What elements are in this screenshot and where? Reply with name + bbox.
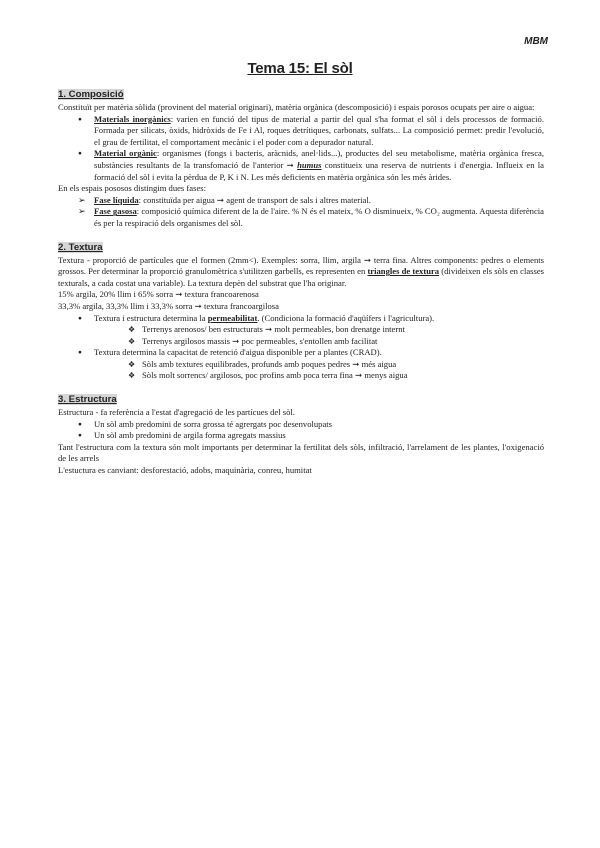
list-item-organic: ● Material orgànic: organismes (fongs i bacteris, aràcnids, anel·lids...), productes del seu metabolisme, matèria orgànica fresca, substàncies resultants de la transfomació de l'anterior ➞ humus constitueix una reserva de nutrients i d'energia. Influeix en la formació del sòl i evita la pèrdua de P, K i N. Les més deficients en matèria orgànica són les més àrides. — [58, 148, 544, 183]
term-texture-triangles: triangles de textura — [367, 266, 440, 277]
composicio-intro: Constituït per matèria sòlida (provinent del material originari), matèria orgànica (descomposició) i espais porosos ocupats per aire o aigua: — [58, 102, 535, 112]
texture-example-1: 15% argila, 20% llim i 65% sorra ➞ textura francoarenosa — [58, 289, 259, 300]
list-item-inorganic: ● Materials inorgànics: varien en funció del tipus de material a partir del qual s'ha format el sòl i dels processos de formació. Formada per silicats, òxids, hidròxids de Fe i Al, roques detrítiques, carbonats, sulfats... La composició permet: predir l'evolució, el grau de fertilitat, el comportament mecànic i el poder com a depurador natural. — [58, 114, 544, 149]
sublist-item: ❖ Sòls molt sorrencs/ argilosos, poc profins amb poca terra fina ➞ menys aigua — [58, 370, 544, 382]
sublist-item: ❖ Terrenys arenosos/ ben estructurats ➞ molt permeables, bon drenatge internt — [58, 324, 544, 336]
composicio-list — [58, 114, 544, 184]
estructura-definition: Estructura - fa referència a l'estat d'agregació de les partícues del sòl. — [58, 407, 295, 418]
textura-list — [58, 313, 544, 383]
term-permeability: permeabilitat — [207, 312, 258, 323]
list-item-permeability: ● Textura i estructura determina la permeabilitat. (Condiciona la formació d'aqüífers i l'agricultura). — [58, 313, 544, 325]
list-item: ● Un sòl amb predomini de sorra grossa té agrergats poc desenvolupats — [58, 419, 544, 431]
list-item-liquid-phase: ➢ Fase líquida: constituïda per aigua ➞ agent de transport de sals i altres material. — [58, 195, 544, 207]
estructura-list — [58, 419, 544, 442]
texture-example-2: 33,3% argila, 33,3% llim i 33,3% sorra ➞ textura francoargilosa — [58, 300, 279, 311]
sublist-item: ❖ Sòls amb textures equilibrades, profunds amb poques pedres ➞ més aigua — [58, 359, 544, 371]
document-body — [58, 88, 544, 477]
author-initials: MBM — [524, 36, 548, 47]
estructura-importance: Tant l'estructura com la textura són molt importants per determinar la fertilitat dels sòls, infiltració, l'arrelament de les plantes, l'oxigenació de les arrels — [58, 441, 544, 464]
estructura-changes: L'estuctura es canviant: desforestació, adobs, maquinària, conreu, humitat — [58, 465, 312, 476]
list-item-gas-phase: ➢ Fase gasosa: composició química diferent de la de l'aire. % N és el mateix, % O disminueix, % CO₂ augmenta. Aquesta diferència és per la respiració dels organismes del sòl. — [58, 206, 544, 229]
list-item: ● Un sòl amb predomini de argila forma agregats massius — [58, 430, 544, 442]
list-item-crad: ● Textura determina la capacitat de retenció d'aigua disponible per a plantes (CRAD). — [58, 347, 544, 359]
textura-paragraph: Textura - proporció de partícules que el formen (2mm<). Exemples: sorra, llim, argila ➞ terra fina. Altres components: pedres o elements grossos. Per determinar la proporció granulomètrica s'utilitzen garbells, es representen en triangles de textura (divideixen els sòls en classes texturals, a cada costat una variable). La textura depèn del substrat que l'ha originar. — [58, 254, 544, 288]
pores-intro: En els espais pososos distingim dues fases: — [58, 183, 206, 194]
section-heading-composicio: 1. Composició — [58, 89, 124, 100]
page-title: Tema 15: El sòl — [247, 60, 353, 77]
term-inorganic: Materials inorgànics — [94, 113, 171, 124]
term-organic: Material orgànic — [94, 148, 157, 159]
sublist-item: ❖ Terrenys argilosos massis ➞ poc permeables, s'entollen amb facilitat — [58, 336, 544, 348]
section-heading-estructura: 3. Estructura — [58, 394, 117, 406]
term-gas-phase: Fase gasosa — [94, 206, 137, 217]
section-heading-textura: 2. Textura — [58, 241, 103, 253]
term-liquid-phase: Fase líquida — [94, 194, 139, 205]
term-humus: humus — [297, 159, 322, 170]
phases-list — [58, 195, 544, 230]
